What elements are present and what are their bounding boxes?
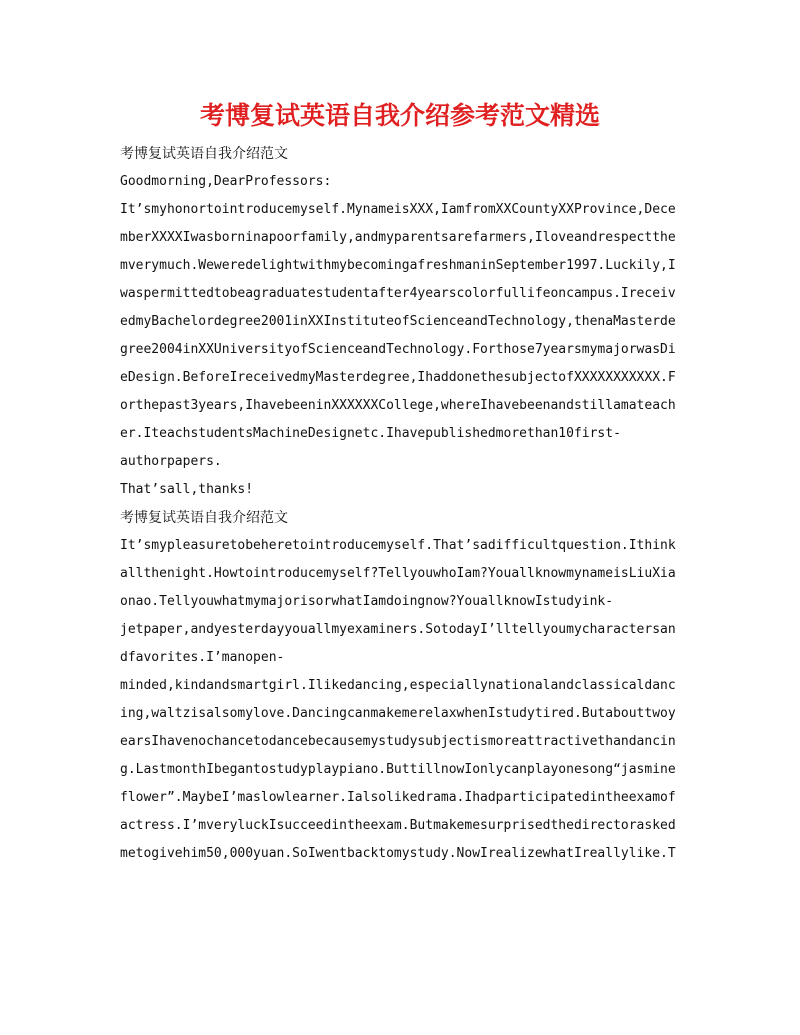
text-line: flower”.MaybeI’maslowlearner.Ialsolikedrama.Ihadparticipatedintheexamof — [120, 790, 676, 805]
text-line: minded,kindandsmartgirl.Ilikedancing,especiallynationalandclassicaldanc — [120, 678, 676, 693]
text-line: It’smyhonortointroducemyself.MynameisXXX,IamfromXXCountyXXProvince,Dece — [120, 202, 676, 217]
text-line: g.LastmonthIbegantostudyplaypiano.ButtillnowIonlycanplayonesong“jasmine — [120, 762, 676, 777]
text-line: waspermittedtobeagraduatestudentafter4yearscolorfullifeoncampus.Ireceiv — [120, 286, 676, 301]
text-line: er.IteachstudentsMachineDesignetc.Ihavepublishedmorethan10first- — [120, 426, 621, 441]
text-line: eDesign.BeforeIreceivedmyMasterdegree,IhaddonethesubjectofXXXXXXXXXXX.F — [120, 370, 676, 385]
text-line: orthepast3years,IhavebeeninXXXXXXCollege,whereIhavebeenandstillamateach — [120, 398, 676, 413]
text-line: allthenight.Howtointroducemyself?TellyouwhoIam?YouallknowmynameisLiuXia — [120, 566, 676, 581]
text-line: edmyBachelordegree2001inXXInstituteofScienceandTechnology,thenaMasterde — [120, 314, 676, 329]
text-line: dfavorites.I’manopen- — [120, 650, 285, 665]
document-title: 考博复试英语自我介绍参考范文精选 — [199, 101, 600, 130]
text-line: ing,waltzisalsomylove.DancingcanmakemerelaxwhenIstudytired.Butabouttwoy — [120, 706, 676, 721]
section-2 — [120, 504, 680, 868]
text-line: actress.I’mveryluckIsucceedintheexam.Butmakemesurprisedthedirectorasked — [120, 818, 676, 833]
text-line: gree2004inXXUniversityofScienceandTechnology.Forthose7yearsmymajorwasDi — [120, 342, 676, 357]
text-line: It’smypleasuretobeheretointroducemyself.That’sadifficultquestion.Ithink — [120, 538, 676, 553]
text-line: Goodmorning,DearProfessors: — [120, 174, 332, 189]
text-line: metogivehim50,000yuan.SoIwentbacktomystudy.NowIrealizewhatIreallylike.T — [120, 846, 676, 861]
text-line: jetpaper,andyesterdayyouallmyexaminers.SotodayI’lltellyoumycharactersan — [120, 622, 676, 637]
section-heading: 考博复试英语自我介绍范文 — [120, 510, 288, 526]
text-line: That’sall,thanks! — [120, 482, 254, 497]
text-line: onao.TellyouwhatmymajorisorwhatIamdoingnow?YouallknowIstudyink- — [120, 594, 614, 609]
text-line: mverymuch.WeweredelightwithmybecomingafreshmaninSeptember1997.Luckily,I — [120, 258, 676, 273]
section-heading: 考博复试英语自我介绍范文 — [120, 146, 288, 162]
section-1 — [120, 140, 680, 504]
text-line: earsIhavenochancetodancebecausemystudysubjectismoreattractivethandancin — [120, 734, 676, 749]
text-line: mberXXXXIwasborninapoorfamily,andmyparentsarefarmers,Iloveandrespectthe — [120, 230, 676, 245]
text-line: authorpapers. — [120, 454, 222, 469]
